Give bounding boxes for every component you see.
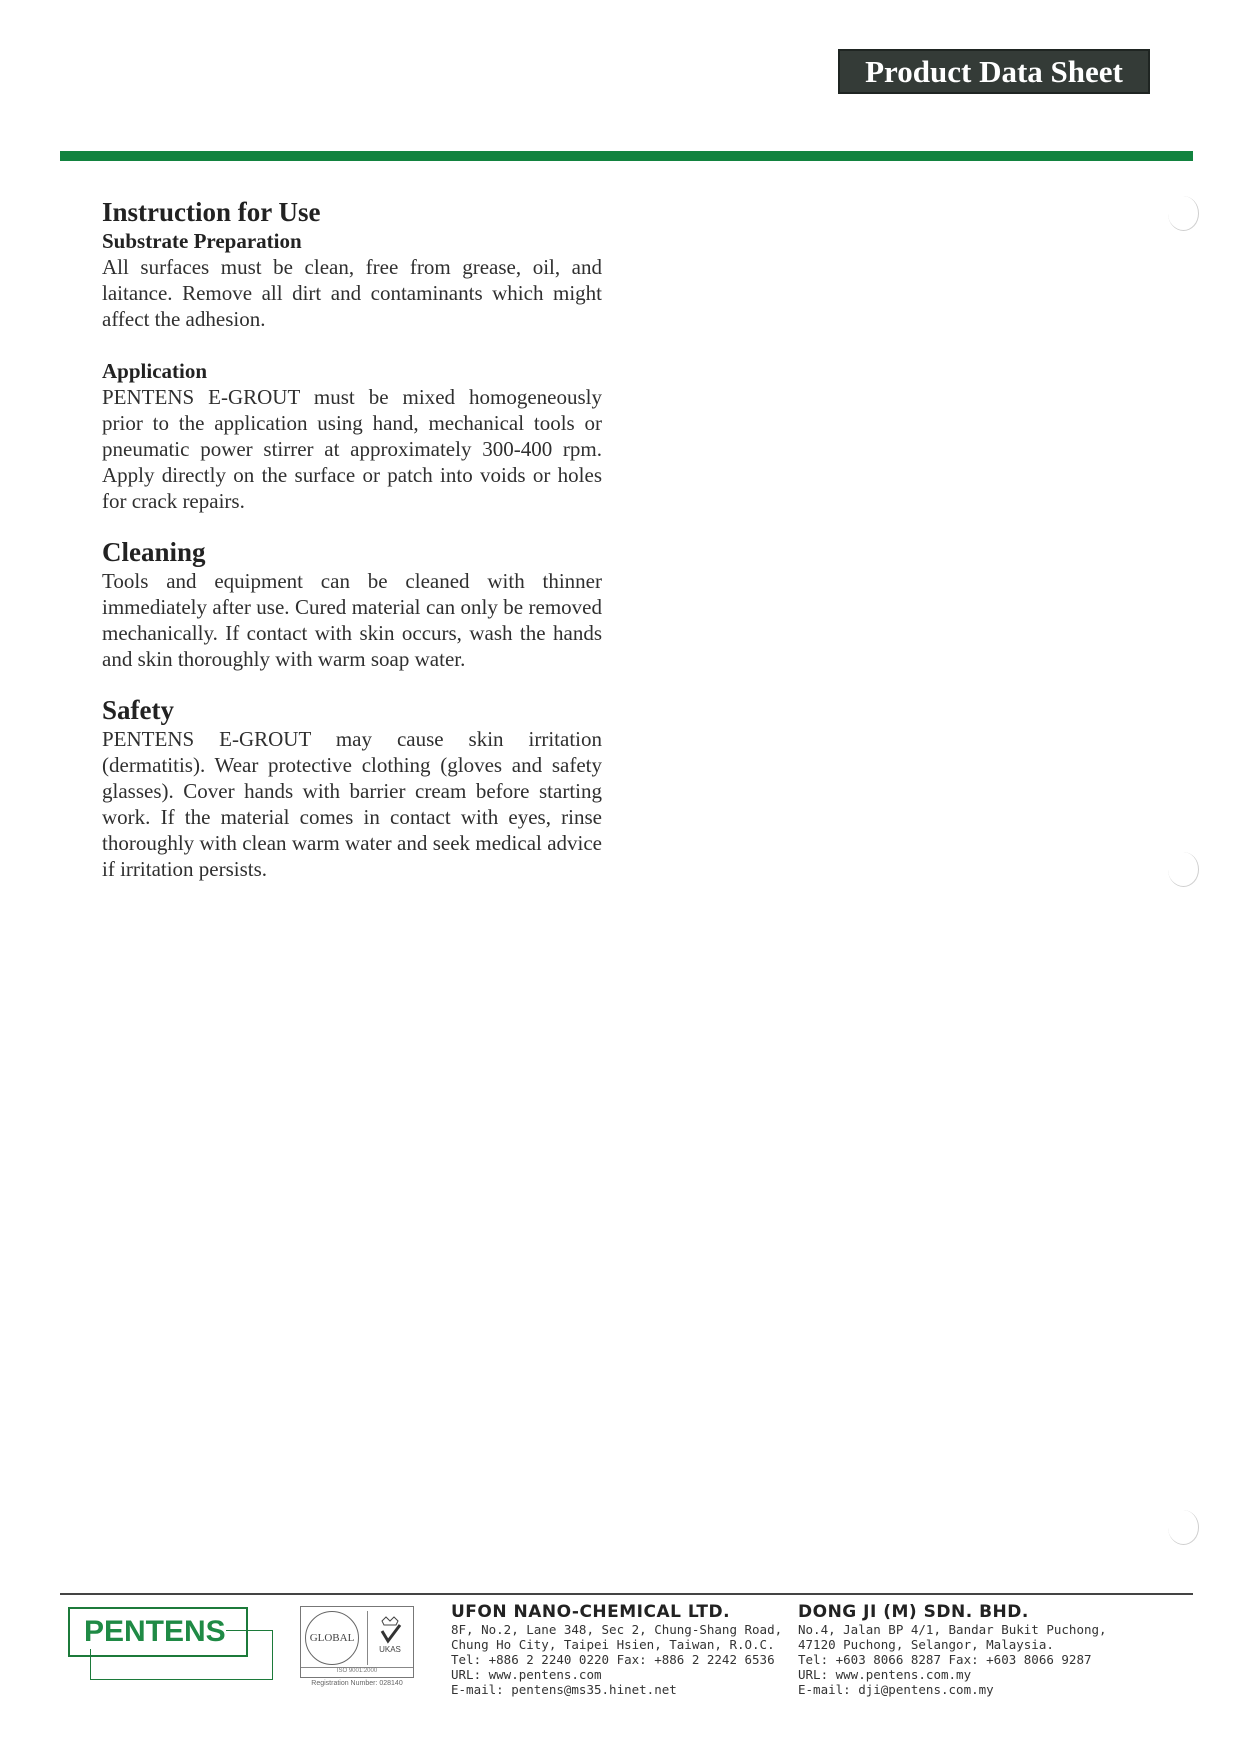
dongji-contact-block	[798, 1603, 1107, 1697]
application-heading: Application	[102, 359, 208, 383]
safety-paragraph: PENTENS E-GROUT may cause skin irritation (dermatitis). Wear protective clothing (gloves and safety glasses). Cover hands with barrier cream before starting work. If the material comes in contact with eyes, rinse thoroughly with clean warm water and seek medical advice if irritation persists.	[102, 727, 602, 881]
ufon-contact-block	[451, 1603, 782, 1697]
cleaning-heading: Cleaning	[102, 537, 206, 567]
dongji-url[interactable]: URL: www.pentens.com.my	[798, 1667, 972, 1682]
certification-mark	[300, 1606, 414, 1678]
ufon-company-name: UFON NANO-CHEMICAL LTD.	[451, 1602, 731, 1622]
dongji-company-name: DONG JI (M) SDN. BHD.	[798, 1602, 1029, 1622]
safety-heading: Safety	[102, 695, 174, 725]
substrate-heading: Substrate Preparation	[102, 229, 302, 253]
footer-divider	[60, 1593, 1193, 1595]
ukas-mark	[367, 1611, 412, 1665]
substrate-paragraph: All surfaces must be clean, free from grease, oil, and laitance. Remove all dirt and contaminants which might affect the adhesion.	[102, 255, 602, 331]
binder-hole-mark	[1168, 1510, 1199, 1545]
dongji-address-line: 47120 Puchong, Selangor, Malaysia.	[798, 1637, 1054, 1652]
dongji-email[interactable]: E-mail: dji@pentens.com.my	[798, 1682, 994, 1697]
header-divider	[60, 151, 1193, 161]
cert-iso-label: ISO 9001:2000	[301, 1667, 413, 1674]
safety-section	[102, 694, 602, 882]
cert-registration-number: Registration Number: 028140	[311, 1680, 403, 1687]
ufon-address-line: Chung Ho City, Taipei Hsien, Taiwan, R.O.C.	[451, 1637, 775, 1652]
binder-hole-mark	[1168, 852, 1199, 887]
ufon-phone-line: Tel: +886 2 2240 0220 Fax: +886 2 2242 6536	[451, 1652, 775, 1667]
instruction-heading: Instruction for Use	[102, 197, 321, 227]
dongji-address-line: No.4, Jalan BP 4/1, Bandar Bukit Puchong,	[798, 1622, 1107, 1637]
cert-global-label: GLOBAL	[309, 1632, 355, 1644]
cleaning-paragraph: Tools and equipment can be cleaned with thinner immediately after use. Cured material can only be removed mechanically. If contact with skin occurs, wash the hands and skin thoroughly with warm soap water.	[102, 569, 602, 671]
cleaning-section	[102, 536, 602, 672]
main-content	[102, 196, 602, 882]
application-section	[102, 358, 602, 514]
logo-text: PENTENS	[84, 1615, 226, 1648]
cert-ukas-label: UKAS	[379, 1645, 401, 1654]
dongji-phone-line: Tel: +603 8066 8287 Fax: +603 8066 9287	[798, 1652, 1092, 1667]
binder-hole-mark	[1168, 196, 1199, 231]
crown-check-icon	[377, 1615, 403, 1645]
ufon-email[interactable]: E-mail: pentens@ms35.hinet.net	[451, 1682, 677, 1697]
globe-icon	[305, 1611, 359, 1665]
application-paragraph: PENTENS E-GROUT must be mixed homogeneously prior to the application using hand, mechanical tools or pneumatic power stirrer at approximately 300-400 rpm. Apply directly on the surface or patch into voids or holes for crack repairs.	[102, 385, 602, 513]
product-data-sheet-badge: Product Data Sheet	[838, 49, 1150, 94]
ufon-url[interactable]: URL: www.pentens.com	[451, 1667, 602, 1682]
ufon-address-line: 8F, No.2, Lane 348, Sec 2, Chung-Shang Road,	[451, 1622, 783, 1637]
pentens-logo	[68, 1607, 248, 1657]
